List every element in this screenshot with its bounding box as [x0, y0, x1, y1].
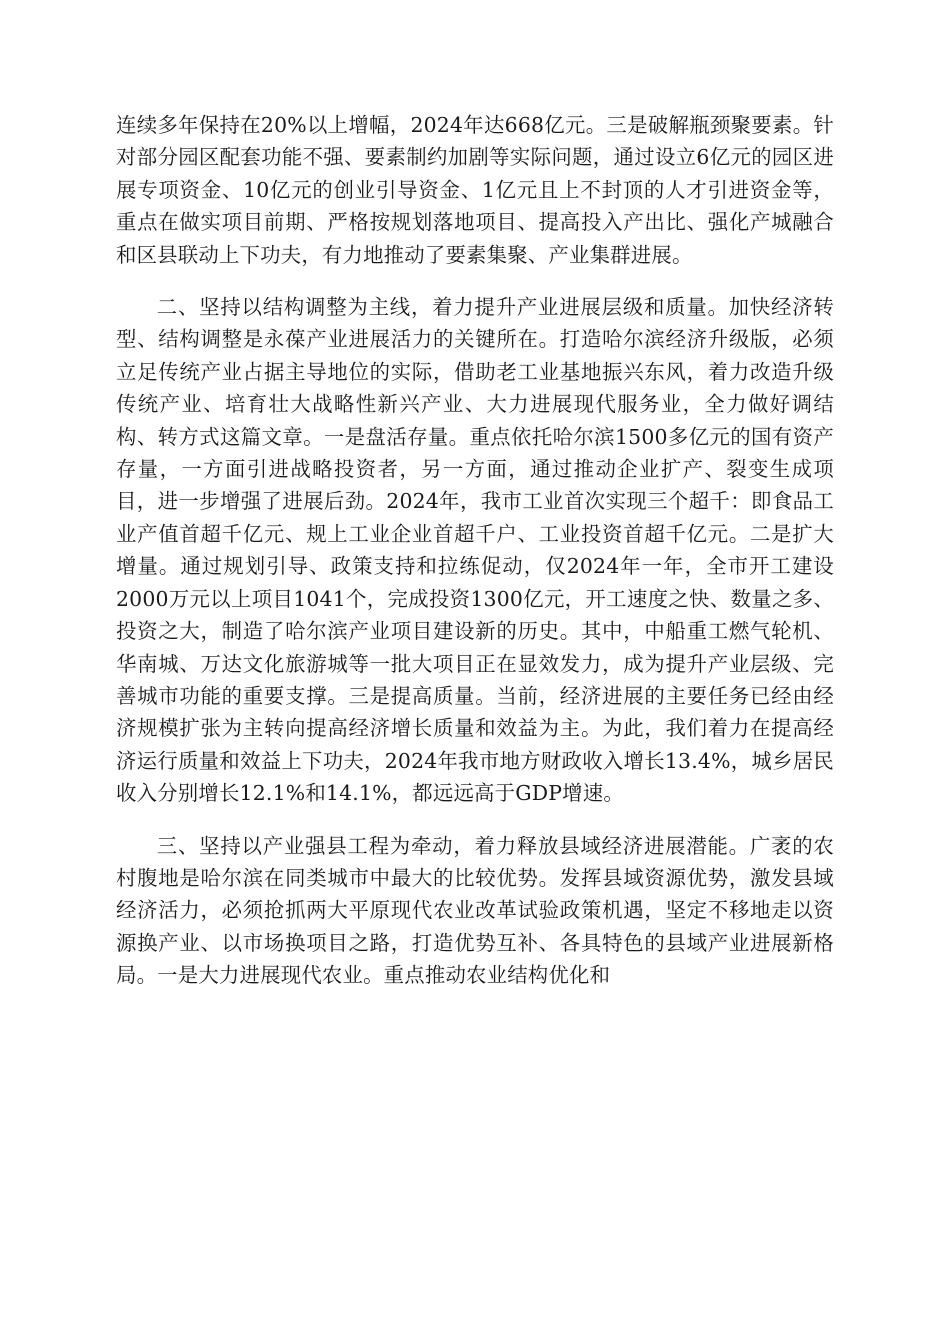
paragraph-continuation: 连续多年保持在20%以上增幅，2024年达668亿元。三是破解瓶颈聚要素。针对部分园区配套功能不强、要素制约加剧等实际问题，通过设立6亿元的园区进展专项资金、10亿元的创业引导资金、1亿元且上不封顶的人才引进资金等，重点在做实项目前期、严格按规划落地项目、提高投入产出比、强化产城融合和区县联动上下功夫，有力地推动了要素集聚、产业集群进展。: [116, 113, 834, 267]
paragraph-structural-adjustment: 二、坚持以结构调整为主线，着力提升产业进展层级和质量。加快经济转型、结构调整是永葆产业进展活力的关键所在。打造哈尔滨经济升级版，必须立足传统产业占据主导地位的实际，借助老工业基地振兴东风，着力改造升级传统产业、培育壮大战略性新兴产业、大力进展现代服务业，全力做好调结构、转方式这篇文章。一是盘活存量。重点依托哈尔滨1500多亿元的国有资产存量，一方面引进战略投资者，另一方面，通过推动企业扩产、裂变生成项目，进一步增强了进展后劲。2024年，我市工业首次实现三个超千：即食品工业产值首超千亿元、规上工业企业首超千户、工业投资首超千亿元。二是扩大增量。通过规划引导、政策支持和拉练促动，仅2024年一年，全市开工建设2000万元以上项目1041个，完成投资1300亿元，开工速度之快、数量之多、投资之大，制造了哈尔滨产业项目建设新的历史。其中，中船重工燃气轮机、华南城、万达文化旅游城等一批大项目正在显效发力，成为提升产业层级、完善城市功能的重要支撑。三是提高质量。当前，经济进展的主要任务已经由经济规模扩张为主转向提高经济增长质量和效益为主。为此，我们着力在提高经济运行质量和效益上下功夫，2024年我市地方财政收入增长13.4%，城乡居民收入分别增长12.1%和14.1%，都远远高于GDP增速。: [116, 295, 834, 806]
paragraph-county-economy: 三、坚持以产业强县工程为牵动，着力释放县域经济进展潜能。广袤的农村腹地是哈尔滨在同类城市中最大的比较优势。发挥县域资源优势，激发县域经济活力，必须抢抓两大平原现代农业改革试验政策机遇，坚定不移地走以资源换产业、以市场换项目之路，打造优势互补、各具特色的县域产业进展新格局。一是大力进展现代农业。重点推动农业结构优化和: [116, 833, 834, 988]
document-page: [116, 109, 834, 992]
